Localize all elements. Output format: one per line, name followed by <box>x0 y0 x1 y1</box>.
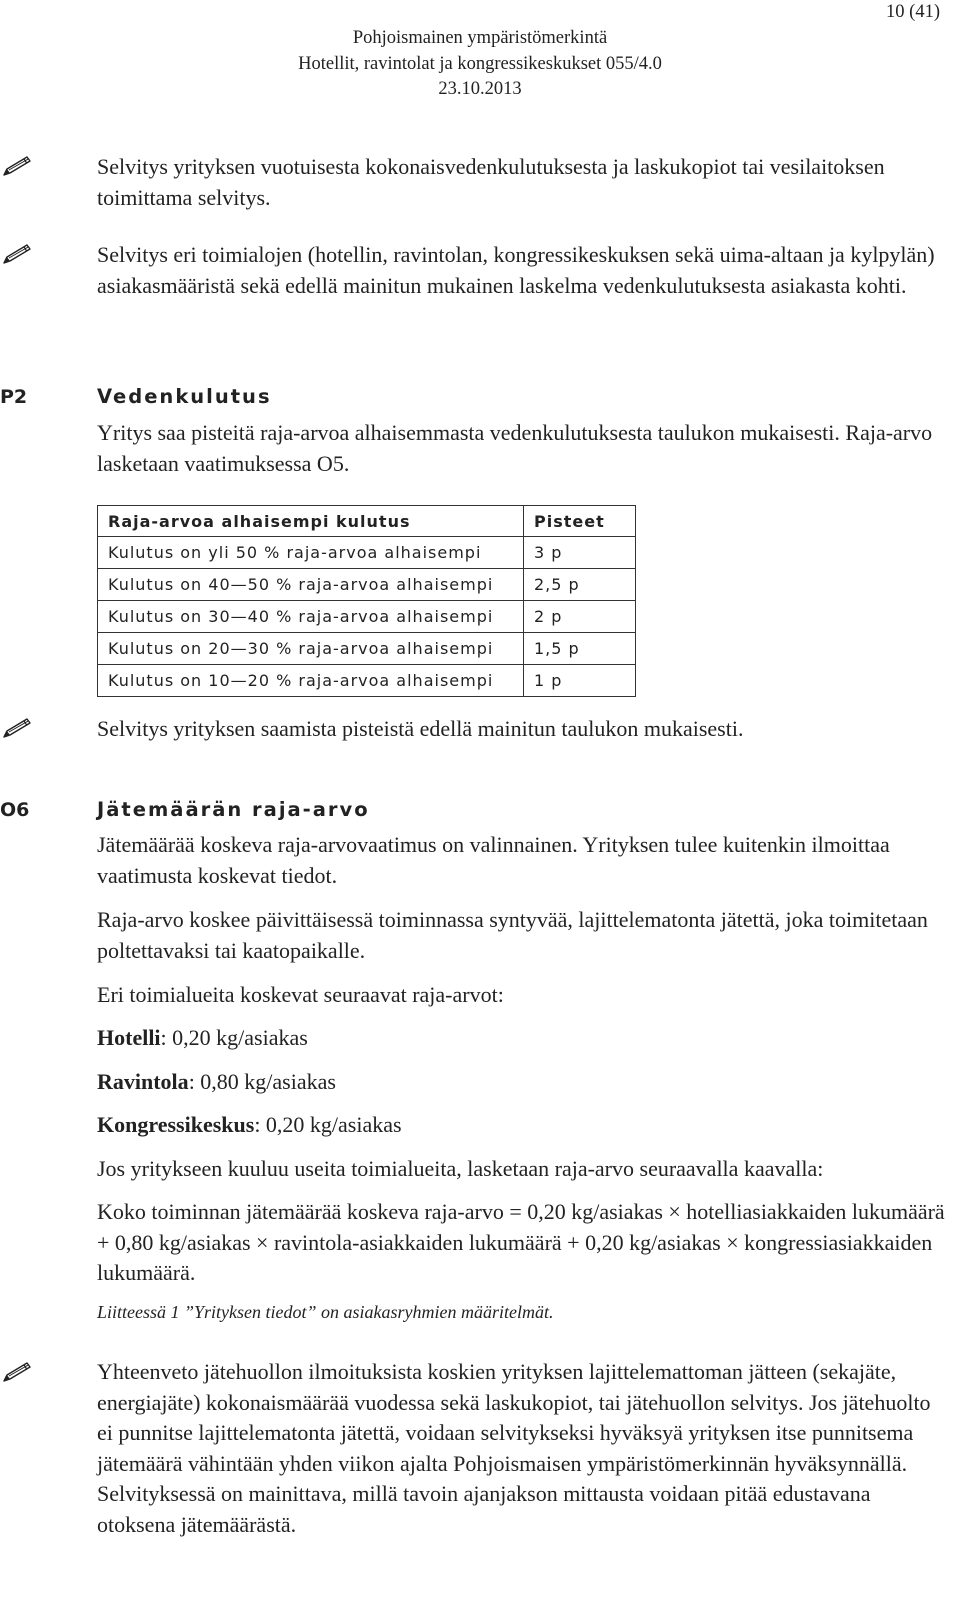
table-row <box>98 569 636 601</box>
requirement-heading-p2: Vedenkulutus <box>97 385 272 408</box>
limit-congress-value: : 0,20 kg/asiakas <box>254 1112 402 1137</box>
o6-paragraph-optional: Jätemäärää koskeva raja-arvovaatimus on valinnainen. Yrityksen tulee kuitenkin ilmoittaa vaatimusta koskevat tiedot. <box>97 832 890 888</box>
o6-evidence-item: Yhteenveto jätehuollon ilmoituksista koskien yrityksen lajittelemattoman jätteen (sekajäte, energiajäte) kokonaismäärää vuodessa sekä laskukopiot, tai jätehuollon selvitys. Jos jätehuolto ei punnitse lajittelematonta jätettä, voidaan selvitykseksi hyväksyä yrityksen itse punnitsema jätemäärä vähintään yhden viikon ajalta Pohjoismaisen ympäristömerkinnän hyväksynnällä. Selvityksessä on mainittava, millä tavoin ajanjakson mittausta voidaan pitää edustavana otoksena jätemäärästä. <box>97 1359 931 1537</box>
limit-restaurant-value: : 0,80 kg/asiakas <box>188 1069 336 1094</box>
table-header-row <box>98 506 636 537</box>
requirement-label-p2: P2 <box>0 386 28 408</box>
document-header <box>0 26 960 103</box>
page-number: 10 (41) <box>886 2 940 22</box>
p2-intro: Yritys saa pisteitä raja-arvoa alhaisemmasta vedenkulutuksesta taulukon mukaisesti. Raja-arvo lasketaan vaatimuksessa O5. <box>97 420 933 476</box>
limit-restaurant <box>97 1067 947 1098</box>
table-cell: 2 p <box>524 601 636 633</box>
pencil-icon <box>0 716 34 742</box>
points-table <box>97 505 636 697</box>
table-cell: 3 p <box>524 537 636 569</box>
table-header-cell: Pisteet <box>524 506 636 537</box>
document-subtitle: Hotellit, ravintolat ja kongressikeskukset 055/4.0 <box>298 53 662 74</box>
pencil-icon <box>0 242 34 268</box>
o6-paragraph-limits-intro: Eri toimialueita koskevat seuraavat raja-arvot: <box>97 982 504 1007</box>
document-title: Pohjoismainen ympäristömerkintä <box>352 28 608 48</box>
limit-congress <box>97 1110 947 1141</box>
pencil-icon <box>0 154 34 180</box>
limit-hotel <box>97 1023 947 1054</box>
table-row <box>98 537 636 569</box>
requirement-label-o6: O6 <box>0 799 30 821</box>
o6-paragraph-formula-intro: Jos yritykseen kuuluu useita toimialueita, lasketaan raja-arvo seuraavalla kaavalla: <box>97 1156 824 1181</box>
table-cell: Kulutus on yli 50 % raja-arvoa alhaisempi <box>98 537 524 569</box>
table-row <box>98 665 636 697</box>
o6-paragraph-scope: Raja-arvo koskee päivittäisessä toiminnassa syntyvää, lajittelematonta jätettä, joka toimitetaan poltettavaksi tai kaatopaikalle. <box>97 907 928 963</box>
table-cell: Kulutus on 10—20 % raja-arvoa alhaisempi <box>98 665 524 697</box>
table-header-cell: Raja-arvoa alhaisempi kulutus <box>98 506 524 537</box>
table-cell: 1,5 p <box>524 633 636 665</box>
table-cell: Kulutus on 40—50 % raja-arvoa alhaisempi <box>98 569 524 601</box>
table-row <box>98 633 636 665</box>
o6-formula: Koko toiminnan jätemäärää koskeva raja-arvo = 0,20 kg/asiakas × hotelliasiakkaiden lukumäärä + 0,80 kg/asiakas × ravintola-asiakkaiden lukumäärä + 0,20 kg/asiakas × kongressiasiakkaiden lukumäärä. <box>97 1199 945 1285</box>
limit-congress-label: Kongressikeskus <box>97 1112 255 1137</box>
table-row <box>98 601 636 633</box>
evidence-item-customer-counts: Selvitys eri toimialojen (hotellin, ravintolan, kongressikeskuksen sekä uima-altaan ja kylpylän) asiakasmääristä sekä edellä mainitun mukainen laskelma vedenkulutuksesta asiakasta kohti. <box>97 242 935 298</box>
document-date: 23.10.2013 <box>438 79 522 99</box>
evidence-item-water-consumption: Selvitys yrityksen vuotuisesta kokonaisvedenkulutuksesta ja laskukopiot tai vesilaitoksen toimittama selvitys. <box>97 154 885 210</box>
table-cell: 1 p <box>524 665 636 697</box>
table-cell: 2,5 p <box>524 569 636 601</box>
limit-hotel-value: : 0,20 kg/asiakas <box>160 1025 308 1050</box>
limit-hotel-label: Hotelli <box>97 1025 161 1050</box>
table-cell: Kulutus on 30—40 % raja-arvoa alhaisempi <box>98 601 524 633</box>
p2-evidence-item: Selvitys yrityksen saamista pisteistä edellä mainitun taulukon mukaisesti. <box>97 716 744 741</box>
pencil-icon <box>0 1360 34 1386</box>
limit-restaurant-label: Ravintola <box>97 1069 189 1094</box>
table-cell: Kulutus on 20—30 % raja-arvoa alhaisempi <box>98 633 524 665</box>
appendix-note: Liitteessä 1 ”Yrityksen tiedot” on asiakasryhmien määritelmät. <box>97 1302 554 1322</box>
requirement-heading-o6: Jätemäärän raja-arvo <box>97 798 370 821</box>
